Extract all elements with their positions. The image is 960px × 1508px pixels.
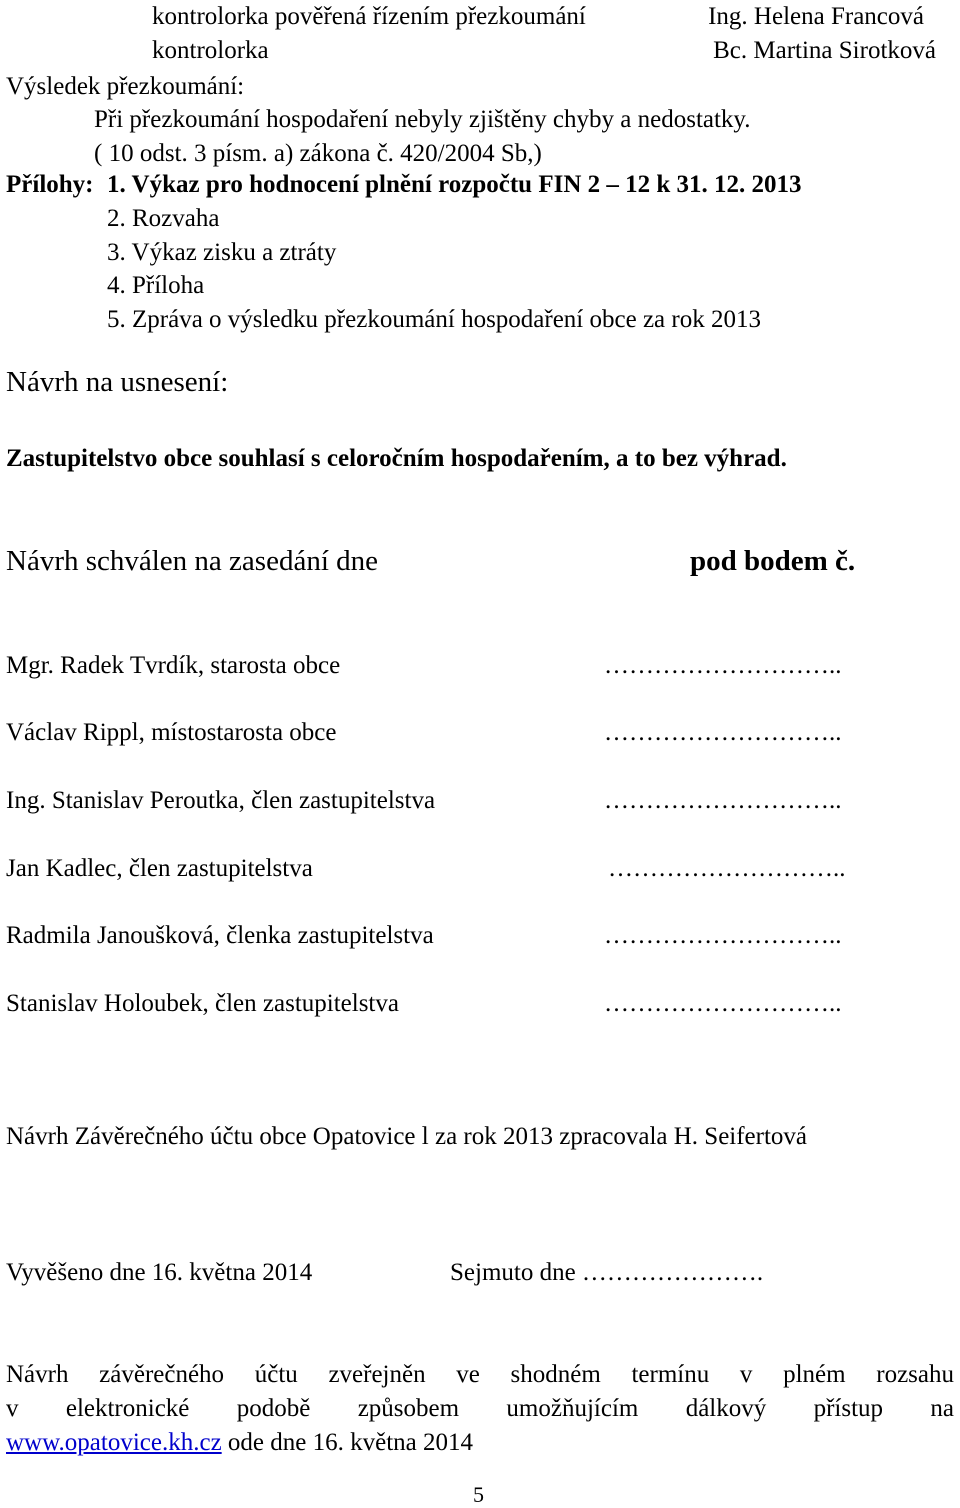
signature-line: ……………………….. [604,719,842,746]
attachments-label: Přílohy: [6,171,94,198]
signature-line: ……………………….. [604,652,842,679]
review-law: ( 10 odst. 3 písm. a) zákona č. 420/2004 Sb,) [94,140,542,167]
website-link[interactable]: www.opatovice.kh.cz [6,1429,222,1456]
attachment-item-4: 4. Příloha [107,272,205,299]
posted-date: Vyvěšeno dne 16. května 2014 [6,1259,313,1286]
attachment-item-2: 2. Rozvaha [107,205,220,232]
signatory-name: Václav Rippl, místostarosta obce [6,719,337,746]
signature-line: ……………………….. [608,855,846,882]
resolution-heading: Návrh na usnesení: [6,366,229,398]
signatory-name: Jan Kadlec, člen zastupitelstva [6,855,313,882]
signatory-name: Ing. Stanislav Peroutka, člen zastupitelstva [6,787,436,814]
page-number: 5 [473,1482,484,1507]
signatory-name: Radmila Janoušková, členka zastupitelstva [6,922,434,949]
removed-date: Sejmuto dne …………………. [450,1259,764,1286]
inspector-role-2: kontrolorka [152,37,269,64]
approval-meeting: Návrh schválen na zasedání dne [6,545,379,577]
signature-line: ……………………….. [604,787,842,814]
attachment-item-5: 5. Zpráva o výsledku přezkoumání hospodaření obce za rok 2013 [107,306,761,333]
publication-line-2: v elektronické podobě způsobem umožňujícím dálkový přístup na [6,1395,954,1422]
publication-line-3 [6,1430,473,1455]
signatory-name: Stanislav Holoubek, člen zastupitelstva [6,990,399,1017]
prepared-by: Návrh Závěrečného účtu obce Opatovice l za rok 2013 zpracovala H. Seifertová [6,1123,808,1150]
review-result: Při přezkoumání hospodaření nebyly zjištěny chyby a nedostatky. [94,106,751,133]
inspector-name-1: Ing. Helena Francová [708,3,924,30]
signature-line: ……………………….. [604,922,842,949]
attachment-item-3: 3. Výkaz zisku a ztráty [107,239,337,266]
inspector-name-2: Bc. Martina Sirotková [713,37,936,64]
signature-line: ……………………….. [604,990,842,1017]
resolution-text: Zastupitelstvo obce souhlasí s celoročním hospodařením, a to bez výhrad. [6,445,787,472]
inspector-role-1: kontrolorka pověřená řízením přezkoumání [152,3,586,30]
publication-tail: ode dne 16. května 2014 [221,1429,474,1456]
review-label: Výsledek přezkoumání: [6,73,245,100]
publication-line-1: Návrh závěrečného účtu zveřejněn ve shodném termínu v plném rozsahu [6,1361,954,1388]
attachment-item-1: 1. Výkaz pro hodnocení plnění rozpočtu FIN 2 – 12 k 31. 12. 2013 [107,171,802,198]
approval-point: pod bodem č. [690,545,856,577]
signatory-name: Mgr. Radek Tvrdík, starosta obce [6,652,341,679]
